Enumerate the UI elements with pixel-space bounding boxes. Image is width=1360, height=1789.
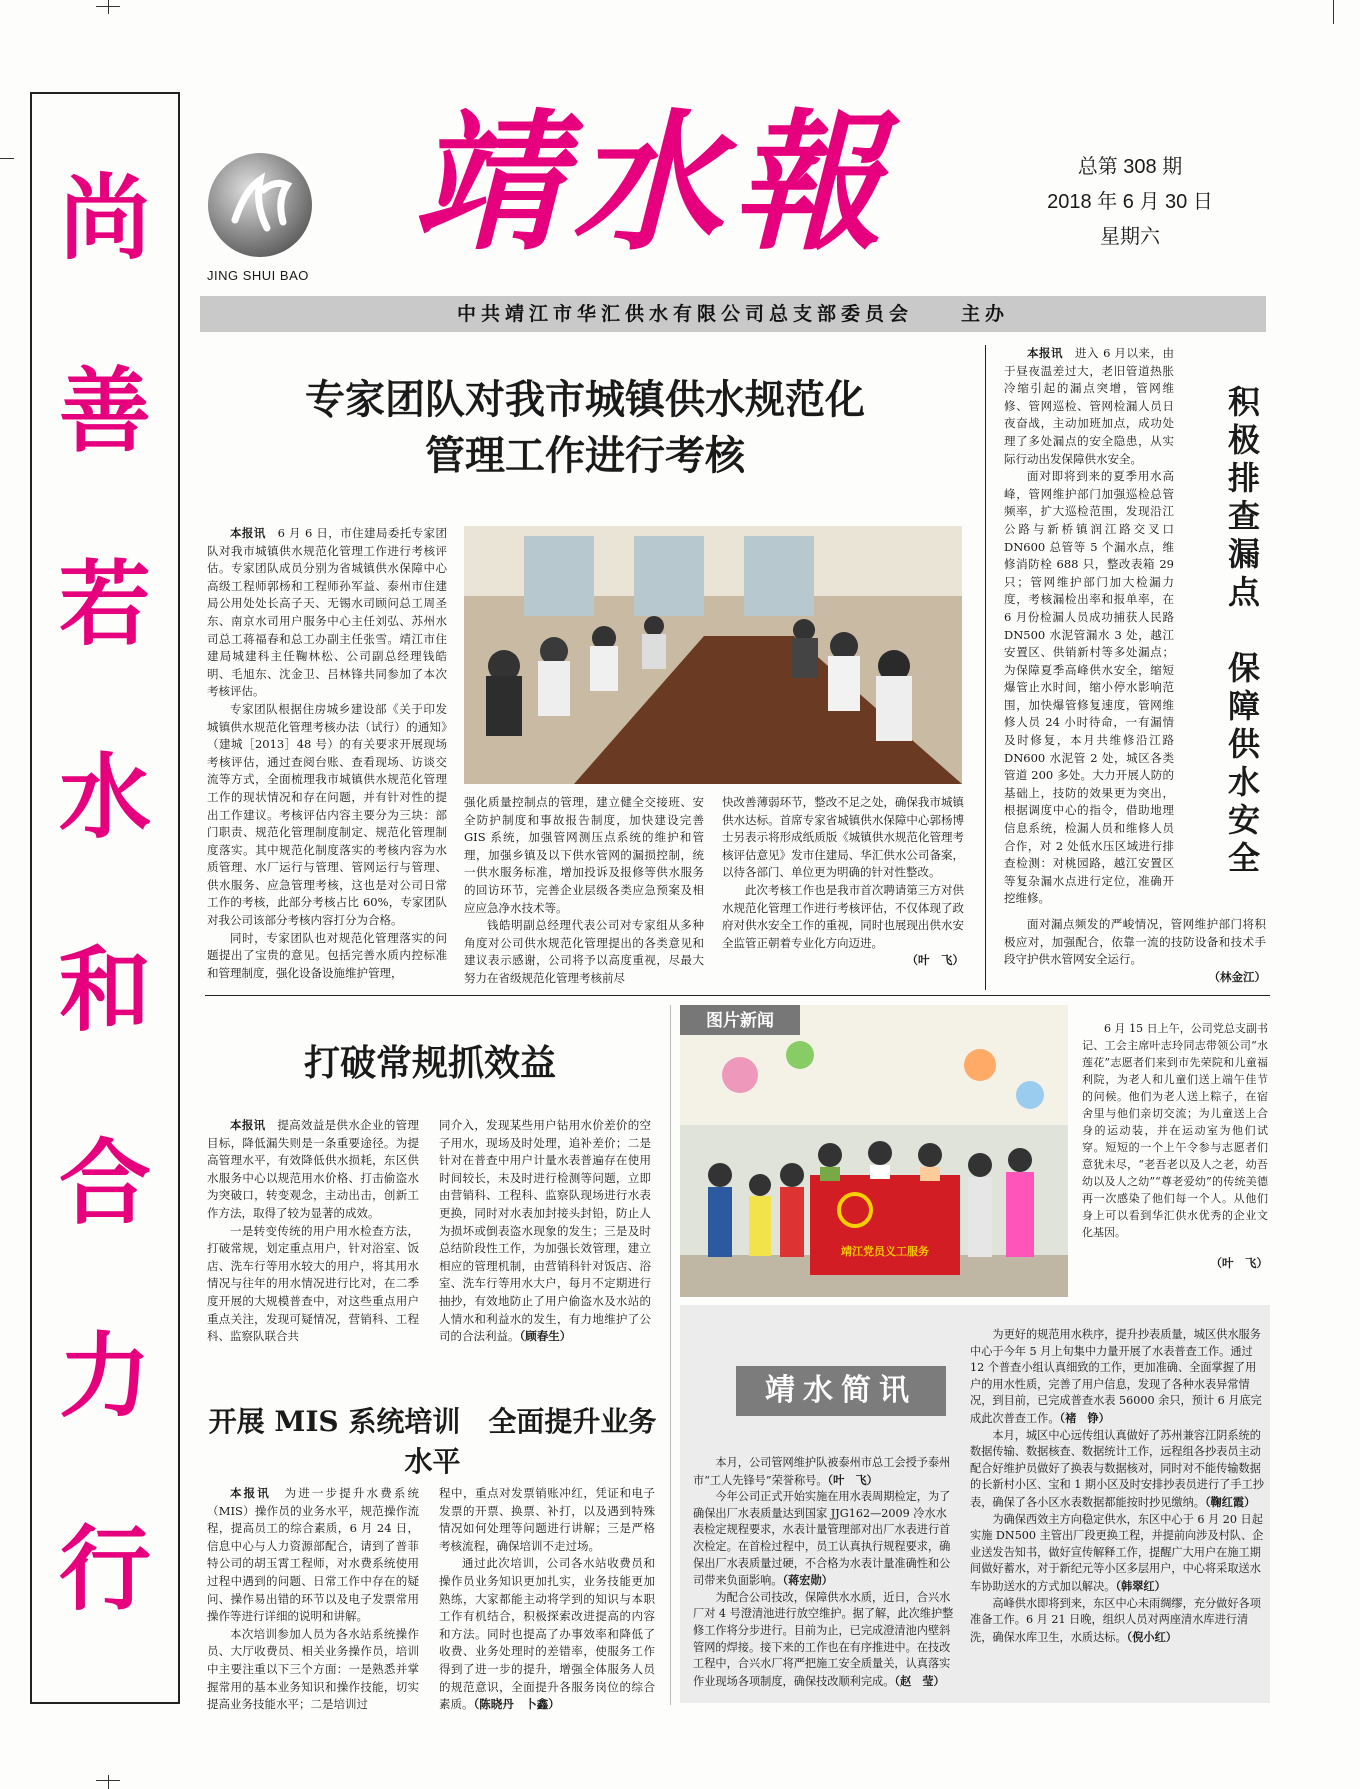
brief-text: 本月，城区中心远传组认真做好了苏州兼容江阴系统的数据传输、数据核查、数据统计工作，远程组各抄表员主动配合好维护员做好了换表与数据核对，同时对不能传输数据的长新村小区、宝和 1 期小区及时安排抄表员进行了手工抄表，确保了各小区水表数据都能按时抄见缴纳。 xyxy=(970,1428,1264,1509)
paragraph: 程中，重点对发票销账冲红，凭证和电子发票的开票、换票、补打，以及遇到特殊情况如何处理等问题进行讲解；三是严格考核流程，确保培训不走过场。 xyxy=(439,1486,655,1553)
paragraph: 此次考核工作也是我市首次聘请第三方对供水规范化管理工作进行考核评估，不仅体现了政府对供水安全工作的重视，同时也展现出供水安全监管正朝着专业化方向迈进。 xyxy=(722,882,964,950)
banner-char: 和 xyxy=(58,936,151,1044)
article3-col1 xyxy=(207,1117,419,1346)
crop-mark xyxy=(108,1775,109,1789)
banner-char: 尚 xyxy=(58,164,151,272)
author: （鞠红霞） xyxy=(1204,1494,1256,1509)
brief-text: 为配合公司技改，保障供水水质，近日，合兴水厂对 4 号澄清池进行放空维护。据了解，此次维护整修工作将分步进行。目前为止，已完成澄清池内壁斜管网的焊接。接下来的工作也在有序推进中。在技改工程中，合兴水厂将严把施工安全质量关，认真落实作业现场各项制度，确保技改顺利完成。 xyxy=(693,1590,954,1688)
brief-item xyxy=(693,1489,955,1590)
article1-headline xyxy=(205,372,965,484)
paragraph: 强化质量控制点的管理，建立健全交接班、安全防护制度和事故报告制度，加快建设完善 GIS 系统，加强管网测压点系统的维护和管理，加强乡镇及以下供水管网的漏损控制，统一供水服务标准，增加投诉及报修等供水服务的回访环节，完善企业层级各类应急预案及相应应急净水技术等。 xyxy=(464,795,704,915)
crop-mark xyxy=(96,1780,120,1781)
author: （倪小红） xyxy=(1126,1629,1177,1644)
author: （叶 飞） xyxy=(827,1472,878,1487)
lead-tag: 本报讯 xyxy=(230,526,266,540)
author: （陈晓丹 卜鑫） xyxy=(473,1697,560,1712)
brief-text: 为确保西效主方向稳定供水，东区中心于 6 月 20 日起实施 DN500 主管出厂段更换工程，并提前向涉及村队、企业送发告知书，做好宣传解释工作，提醒广大用户在施工期间做好蓄水，对于新纪元等小区多层用户，中心将采取送水车协助送水的方式加以解决。 xyxy=(970,1512,1264,1593)
lead-tag: 本报讯 xyxy=(230,1118,266,1132)
paragraph: 同时，专家团队也对规范化管理落实的问题提出了宝贵的意见。包括完善水质内控标准和管理制度，强化设备设施维护管理， xyxy=(207,930,447,980)
paragraph: 面对漏点频发的严峻情况，管网维护部门将积极应对，加强配合，依靠一流的技防设备和技术手段守护供水管网安全运行。 xyxy=(1004,917,1266,967)
author: （叶 飞） xyxy=(1210,1256,1268,1270)
paragraph: 同介入，发现某些用户钻用水价差价的空子用水，现场及时处理，追补差价；二是针对在普查中用户计量水表普遍存在使用时间较长，未及时进行检测等问题，立即由营销科、工程科、监察队现场进行水表更换，同时对水表加封接头封铅，防止人为损坏或倒表盗水现象的发生；三是及时总结阶段性工作，为加强长效管理，建立相应的管理机制，由营销科针对饭店、浴室、洗车行等用水大户，每月不定期进行抽抄，有效地防止了用户偷盗水及水站的人情水和利益水的发生，有力地维护了公司的合法利益。 xyxy=(439,1118,651,1344)
banner-char: 若 xyxy=(58,550,151,658)
paragraph: 进入 6 月以来，由于昼夜温差过大，老旧管道热胀冷缩引起的漏点突增，管网维修、管网巡检、管网检漏人员日夜奋战，主动加班加点，成功处理了多处漏点的安全隐患，从实际行动出发保障供水安全。 xyxy=(1004,346,1175,466)
paragraph: 为进一步提升水费系统（MIS）操作员的业务水平，规范操作流程，提高员工的综合素质，6 月 24 日，信息中心与人力资源部配合，请到了普菲特公司的胡玉霄工程师，对水费系统使用过程中遇到的问题、日常工作中存在的疑问、操作易出错的环节以及电子发票常用操作等进行详细的说明和讲解。 xyxy=(207,1486,420,1624)
newspaper-title: 靖水報 xyxy=(412,95,893,271)
brief-item xyxy=(970,1512,1265,1596)
issue-weekday: 星期六 xyxy=(1100,226,1160,248)
article2-headline: 积极排查漏点 保障供水安全 xyxy=(1223,385,1261,879)
newspaper-logo-icon xyxy=(205,150,315,260)
author: （蒋宏勋） xyxy=(782,1573,833,1588)
headline-line: 管理工作进行考核 xyxy=(425,433,745,479)
article4-headline: 开展 MIS 系统培训 全面提升业务水平 xyxy=(208,1405,657,1478)
author: （林金江） xyxy=(1208,969,1266,984)
section-divider xyxy=(205,995,1270,996)
paragraph: 本次培训参加人员为各水站系统操作员、大厅收费员、相关业务操作员，培训中主要注重以下三个方面：一是熟悉并掌握常用的基本业务知识和操作技能，切实提高业务技能水平；二是培训过 xyxy=(207,1626,419,1712)
article4-col1 xyxy=(207,1485,419,1714)
brief-item xyxy=(693,1590,955,1691)
brief-text: 今年公司正式开始实施在用水表周期检定，为了确保出厂水表质量达到国家 JJG162—2009 冷水水表检定规程要求，水表计量管理部对出厂水表进行首次检定。在首检过程中，员工认真执行规程要求，确保出厂水表质量过硬，不合格为水表计量准确性和公司带来负面影响。 xyxy=(693,1490,951,1588)
headline-line: 专家团队对我市城镇供水规范化 xyxy=(305,377,865,423)
paragraph: 6 月 6 日，市住建局委托专家团队对我市城镇供水规范化管理工作进行考核评估。专家团队成员分别为省城镇供水保障中心高级工程师郭杨和工程师孙军益、泰州市住建局公用处处长高子天、无锡水司顾问总工周圣东、南京水司用户服务中心主任刘弘、苏州水司总工蒋福春和总工办副主任张雪。靖江市住建局城建科主任鞠林松、公司副总经理钱皓明、毛旭东、沈金卫、吕林锋共同参加了本次考核评估。 xyxy=(207,526,448,699)
lead-tag: 本报讯 xyxy=(230,1486,271,1500)
photo-news-tag: 图片新闻 xyxy=(706,1011,774,1031)
organizer-bar: 中共靖江市华汇供水有限公司总支部委员会 主办 xyxy=(200,296,1266,332)
article2-tail xyxy=(1004,916,1266,986)
logo-text: JING SHUI BAO xyxy=(207,268,309,283)
author: （褚 铮） xyxy=(1059,1410,1110,1425)
brief-item xyxy=(693,1455,955,1489)
photo-news-caption xyxy=(1082,1020,1268,1272)
photo-news-image xyxy=(680,1005,1068,1297)
author: （叶 飞） xyxy=(906,953,964,968)
issue-info xyxy=(1030,150,1230,255)
paragraph: 提高效益是供水企业的管理目标，降低漏失则是一条重要途径。为提高管理水平，有效降低供水损耗，东区供水服务中心以规范用水价格、打击偷盗水为突破口，转变观念，主动出击，创新工作方法，取得了较为显著的成效。 xyxy=(207,1118,420,1220)
caption-text: 6 月 15 日上午，公司党总支副书记、工会主席叶志玲同志带领公司“水莲花”志愿者们来到市先荣院和儿童福利院，为老人和儿童们送上端午佳节的问候。他们为老人送上粽子，在宿舍里与他们亲切交流；为儿童送上合身的运动装，并在运动室为他们试穿。短短的一个上午令参与志愿者们意犹未尽，“老吾老以及人之老，幼吾幼以及人之幼”“尊老爱幼”的传统美德再一次感染了他们每一个人。从他们身上可以看到华汇供水优秀的企业文化基因。 xyxy=(1082,1022,1268,1239)
meeting-photo xyxy=(464,526,962,784)
article1-col1 xyxy=(207,525,447,982)
briefs-title: 靖水简讯 xyxy=(736,1366,946,1416)
paragraph: 一是转变传统的用户用水检查方法，打破常规，划定重点用户，针对浴室、饭店、洗车行等用水较大的用户，将其用水情况与往年的用水情况进行比对，在二季度开展的大规模普查中，对这些重点用户重点关注，发现可疑情况，营销科、工程科、监察队联合共 xyxy=(207,1223,419,1344)
paragraph: 通过此次培训，公司各水站收费员和操作员业务知识更加扎实，业务技能更加熟练，大家都能主动将学到的知识与本职工作有机结合，积极探索改进提高的内容和方法。同时也提高了办事效率和降低了收费、业务处理时的差错率，使服务工作得到了进一步的提升，增强全体服务人员的规范意识，全面提升各服务岗位的综合素质。 xyxy=(439,1556,655,1712)
paragraph: 快改善薄弱环节，整改不足之处，确保我市城镇供水达标。首席专家省城镇供水保障中心郭杨博士另表示将形成纸质版《城镇供水规范化管理考核评估意见》发市住建局、华汇供水公司备案，以待各部门、单位更为明确的针对性整改。 xyxy=(722,795,964,880)
brief-item xyxy=(970,1428,1265,1512)
column-divider xyxy=(670,1005,671,1705)
article4-col2 xyxy=(439,1485,655,1714)
banner-char: 水 xyxy=(58,743,151,851)
crop-mark xyxy=(0,158,14,159)
banner-char: 行 xyxy=(58,1515,151,1623)
author: （赵 莹） xyxy=(894,1673,945,1688)
crop-mark xyxy=(96,6,120,7)
crop-mark xyxy=(1333,0,1334,24)
brief-item xyxy=(970,1327,1265,1428)
paragraph: 钱皓明副总经理代表公司对专家组从多种角度对公司供水规范化管理提出的各类意见和建议表示感谢，公司将予以高度重视，尽最大努力在省级规范化管理考核前尽 xyxy=(464,918,704,985)
banner-text: 靖江党员义工服务 xyxy=(841,1245,929,1258)
brief-item xyxy=(970,1596,1265,1647)
side-banner xyxy=(30,92,180,1704)
article3-headline: 打破常规抓效益 xyxy=(303,1043,556,1084)
crop-mark xyxy=(108,0,109,14)
article1-col2 xyxy=(464,794,704,988)
banner-char: 力 xyxy=(58,1322,151,1430)
lead-tag: 本报讯 xyxy=(1027,346,1063,360)
author: （顾春生） xyxy=(519,1329,572,1344)
brief-text: 本月，公司管网维护队被泰州市总工会授予泰州市“工人先锋号”荣誉称号。 xyxy=(693,1456,951,1487)
column-divider xyxy=(985,345,986,990)
paragraph: 专家团队根据住房城乡建设部《关于印发城镇供水规范化管理考核办法（试行）的通知》（建城［2013］48 号）的有关要求开展现场考核评估，通过查阅台账、查看现场、访谈交流等方式，全面梳理我市城镇供水规范化管理工作的现状情况和存在问题，并有针对性的提出工作建议。考核评估内容主要分为三块：部门职责、规范化管理制度制定、规范化管理制度落实。其中规范化制度落实的考核内容为水质管理、水厂运行与管理、管网运行与管理、供水服务、应急管理考核，这也是对公司日常工作的考核，此部分考核占比 60%，专家团队对我公司该部分考核内容打分为合格。 xyxy=(207,701,447,928)
banner-char: 善 xyxy=(58,357,151,465)
article3-col2 xyxy=(439,1117,651,1346)
issue-number: 总第 308 期 xyxy=(1077,156,1183,178)
briefs-col-right xyxy=(970,1327,1265,1646)
article1-col3 xyxy=(722,794,964,970)
brief-text: 高峰供水即将到来，东区中心未雨绸缪，充分做好各项准备工作。6 月 21 日晚，组织人员对两座清水库进行清洗，确保水库卫生，水质达标。 xyxy=(970,1596,1261,1644)
article2-text xyxy=(1004,345,1174,908)
paragraph: 面对即将到来的夏季用水高峰，管网维护部门加强巡检总管频率，扩大巡检范围，发现沿江公路与新桥镇润江路交叉口 DN600 总管等 5 个漏水点，维修消防栓 688 只，整改表箱 29 只；管网维护部门加大检漏力度，考核漏检出率和报单率，在 6 月份检漏人员成功捕获人民路 DN500 水泥管漏水 3 处，越江安置区、供销新村等多处漏点；为保障夏季高峰供水安全，缩短爆管止水时间，缩小停水影响范围，加快爆管修复速度，管网维修人员 24 小时待命，一有漏情及时修复，本月共维修沿江路 DN600 水泥管 2 处，城区各类管道 200 多处。大力开展人防的基础上，技防的效果更为突出，根据调度中心的指令，借助地理信息系统，检漏人员和维修人员合作，对 2 处低水压区域进行排查检测：对桃园路，越江安置区等复杂漏水点进行定位，准确开挖维修。 xyxy=(1004,469,1174,906)
banner-char: 合 xyxy=(58,1129,151,1237)
briefs-col-left xyxy=(693,1455,955,1690)
brief-text: 为更好的规范用水秩序，提升抄表质量，城区供水服务中心于今年 5 月上旬集中力量开展了水表普查工作。通过 12 个普查小组认真细致的工作，更加准确、全面掌握了用户的用水性质，完善了用户信息，发现了各种水表异常情况，到目前，已完成普查水表 56000 余只，预计 6 月底完成此次普查工作。 xyxy=(970,1328,1262,1425)
issue-date: 2018 年 6 月 30 日 xyxy=(1047,191,1213,213)
author: （韩翠红） xyxy=(1115,1578,1166,1593)
